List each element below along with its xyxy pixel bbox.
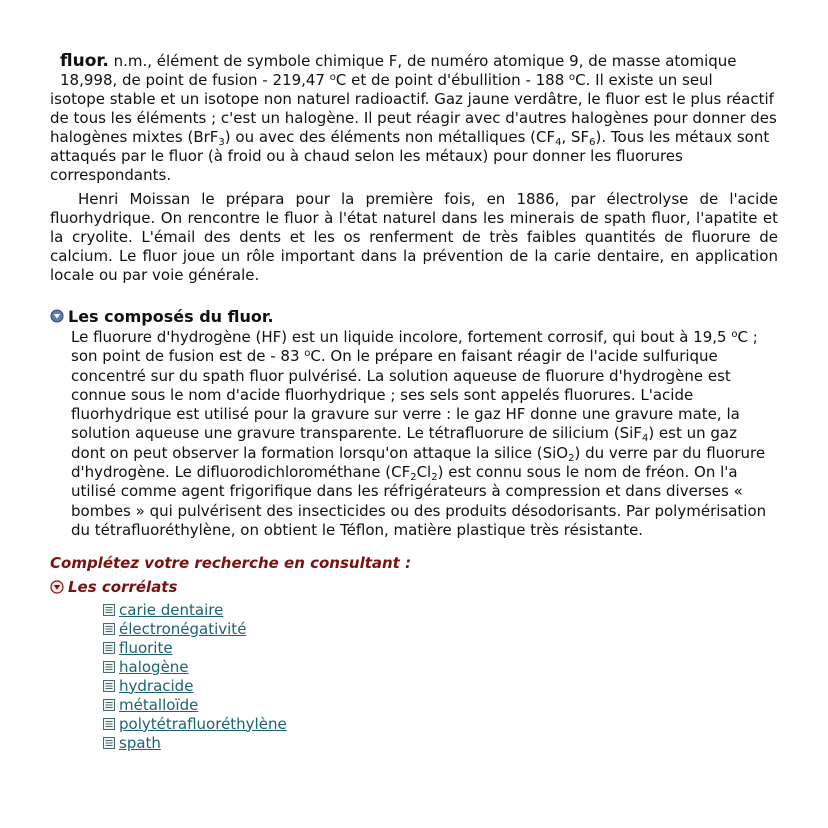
document-icon <box>102 622 116 636</box>
correlats-title: Les corrélats <box>68 578 178 597</box>
document-icon <box>102 698 116 712</box>
list-item <box>102 714 778 733</box>
entry-term: fluor. <box>60 51 109 71</box>
list-item <box>102 657 778 676</box>
document-icon <box>102 641 116 655</box>
correlat-link[interactable]: polytétrafluoréthylène <box>119 714 287 733</box>
correlats-list <box>102 600 778 752</box>
list-item <box>102 676 778 695</box>
correlat-link[interactable]: métalloïde <box>119 695 199 714</box>
definition-paragraph: fluor. n.m., élément de symbole chimique F, de numéro atomique 9, de masse atomique 18,998, de point de fusion - 219,47 $^o$C et de point d'ébullition - 188 $^o$C. Il existe un seul isotope stable et un isotope non naturel radioactif. Gaz jaune verdâtre, le fluor est le plus réactif de tous les éléments ; c'est un halogène. Il peut réagir avec d'autres halogènes pour donner des halogènes mixtes (BrF$_3$) ou avec des éléments non métalliques ($CF_4$, $SF_6$). Tous les métaux sont attaqués par le fluor (à froid ou à chaud selon les métaux) pour donner les fluorures correspondants. <box>50 51 777 184</box>
correlats-heading[interactable] <box>50 577 778 597</box>
correlat-link[interactable]: électronégativité <box>119 619 247 638</box>
list-item <box>102 638 778 657</box>
document-icon <box>102 736 116 750</box>
see-also-heading: Complétez votre recherche en consultant : <box>50 554 412 573</box>
document-icon <box>102 679 116 693</box>
list-item <box>102 733 778 752</box>
expand-section-icon[interactable] <box>50 309 64 323</box>
article <box>50 52 778 752</box>
section-heading[interactable] <box>50 305 778 327</box>
list-item <box>102 619 778 638</box>
section-body: Le fluorure d'hydrogène (HF) est un liquide incolore, fortement corrosif, qui bout à 19,5 $^o$C ; son point de fusion est de - 83 $^o$C. On le prépare en faisant réagir de l'acide sulfurique concentré sur du spath fluor pulvérisé. La solution aqueuse de fluorure d'hydrogène est connue sous le nom d'acide fluorhydrique ; ses sels sont appelés fluorures. L'acide fluorhydrique est utilisé pour la gravure sur verre : le gaz HF donne une gravure mate, la solution aqueuse une gravure transparente. Le tétrafluorure de silicium (SiF$_4$) est un gaz dont on peut observer la formation lorsqu'on attaque la silice (SiO$_2$) du verre par du fluorure d'hydrogène. Le difluorodichlorométhane $(CF_2Cl_2)$ est connu sous le nom de fréon. On l'a utilisé comme agent frigorifique dans les réfrigérateurs à compression et dans diverses « bombes » qui pulvérisent des insecticides ou des produits désodorisants. Par polymérisation du tétrafluoréthylène, on obtient le Téflon, matière plastique très résistante. <box>71 328 767 539</box>
document-icon <box>102 660 116 674</box>
list-item <box>102 600 778 619</box>
section-title: Les composés du fluor. <box>68 306 274 326</box>
correlat-link[interactable]: fluorite <box>119 638 173 657</box>
correlat-link[interactable]: halogène <box>119 657 189 676</box>
document-icon <box>102 603 116 617</box>
correlat-link[interactable]: carie dentaire <box>119 600 224 619</box>
document-icon <box>102 717 116 731</box>
expand-correlats-icon[interactable] <box>50 580 64 594</box>
correlat-link[interactable]: spath <box>119 733 161 752</box>
list-item <box>102 695 778 714</box>
history-paragraph: Henri Moissan le prépara pour la première fois, en 1886, par électrolyse de l'acide fluorhydrique. On rencontre le fluor à l'état naturel dans les minerais de spath fluor, l'apatite et la cryolite. L'émail des dents et les os renferment de très faibles quantités de fluorure de calcium. Le fluor joue un rôle important dans la prévention de la carie dentaire, en application locale ou par voie générale. <box>50 190 778 284</box>
correlat-link[interactable]: hydracide <box>119 676 194 695</box>
